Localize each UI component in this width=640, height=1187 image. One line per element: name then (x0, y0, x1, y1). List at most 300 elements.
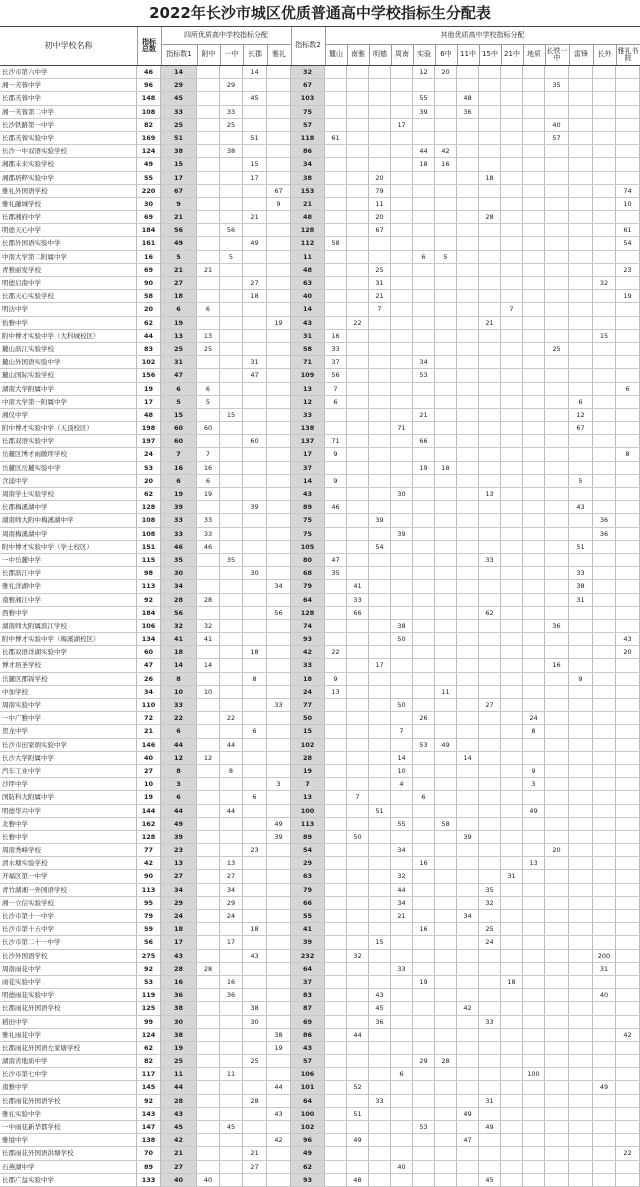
school-name-cell: 麓山滨江实验学校 (0, 343, 137, 355)
fuzhong-cell (197, 739, 220, 751)
zhounan-cell (391, 106, 413, 118)
dizhi-cell (523, 910, 545, 922)
mingde-cell: 33 (369, 1095, 391, 1107)
changtie-cell (545, 303, 569, 315)
changtie-cell (545, 1055, 569, 1067)
leifeng-cell (569, 303, 593, 315)
quota1-cell: 27 (161, 277, 197, 289)
yizhong-cell (220, 725, 243, 737)
yali-cell: 9 (267, 198, 291, 210)
leifeng-cell (569, 1081, 593, 1093)
dizhi-cell (523, 277, 545, 289)
mingde-cell (369, 462, 391, 474)
dizhi-cell (523, 923, 545, 935)
zhounan-cell (391, 66, 413, 78)
total-cell: 62 (137, 317, 161, 329)
dizhi-cell (523, 1147, 545, 1159)
quota1-cell: 30 (161, 1016, 197, 1028)
changjun-cell (243, 963, 267, 975)
changwai-cell (593, 369, 616, 381)
yali-cell (267, 92, 291, 104)
yali-shuyuan-cell (616, 1068, 640, 1080)
changtie-cell: 36 (545, 620, 569, 632)
changjun-cell: 27 (243, 277, 267, 289)
shiyan-cell (413, 330, 435, 342)
shiyan-cell (413, 607, 435, 619)
changjun-cell: 18 (243, 646, 267, 658)
fuzhong-cell: 7 (197, 448, 220, 460)
table-row (0, 791, 640, 804)
lushan-cell: 56 (325, 369, 347, 381)
quota1-cell: 12 (161, 752, 197, 764)
changwai-cell: 40 (593, 989, 616, 1001)
changwai-cell (593, 396, 616, 408)
quota1-cell: 44 (161, 739, 197, 751)
changwai-cell (593, 356, 616, 368)
6zhong-cell (435, 1121, 457, 1133)
quota2-cell: 89 (291, 501, 325, 513)
changtie-cell (545, 923, 569, 935)
11zhong-cell (457, 857, 479, 869)
yizhong-cell: 44 (220, 739, 243, 751)
zhounan-cell (391, 462, 413, 474)
11zhong-cell: 34 (457, 910, 479, 922)
21zhong-cell (501, 1055, 523, 1067)
21zhong-cell (501, 501, 523, 513)
yizhong-cell: 56 (220, 224, 243, 236)
shiyan-cell: 21 (413, 409, 435, 421)
changtie-cell (545, 448, 569, 460)
quota2-cell: 32 (291, 66, 325, 78)
changjun-cell (243, 1042, 267, 1054)
changtie-cell (545, 725, 569, 737)
table-row (0, 172, 640, 185)
nanya-cell (347, 343, 369, 355)
yali-cell: 49 (267, 818, 291, 830)
quota1-cell: 9 (161, 198, 197, 210)
lushan-cell (325, 1081, 347, 1093)
zhounan-cell: 30 (391, 488, 413, 500)
dizhi-cell (523, 1095, 545, 1107)
quota2-cell: 118 (291, 132, 325, 144)
table-row (0, 462, 640, 475)
changtie-cell (545, 910, 569, 922)
school-name-cell: 中南大学第二附属中学 (0, 251, 137, 263)
leifeng-cell (569, 1016, 593, 1028)
11zhong-cell (457, 778, 479, 790)
shiyan-cell (413, 277, 435, 289)
school-name-cell: 中南大学第一附属中学 (0, 396, 137, 408)
lushan-cell (325, 976, 347, 988)
dizhi-cell (523, 172, 545, 184)
quota1-cell: 28 (161, 1095, 197, 1107)
zhounan-cell (391, 541, 413, 553)
dizhi-cell (523, 356, 545, 368)
15zhong-cell (479, 659, 501, 671)
11zhong-cell (457, 633, 479, 645)
shiyan-cell (413, 633, 435, 645)
table-row (0, 303, 640, 316)
mingde-cell (369, 752, 391, 764)
changtie-cell (545, 752, 569, 764)
total-cell: 220 (137, 185, 161, 197)
dizhi-header: 地质 (527, 50, 541, 59)
6zhong-cell: 20 (435, 66, 457, 78)
changtie-cell (545, 1095, 569, 1107)
dizhi-cell (523, 303, 545, 315)
yali-cell: 38 (267, 1029, 291, 1041)
shiyan-cell (413, 343, 435, 355)
yali-cell (267, 501, 291, 513)
yizhong-cell (220, 1134, 243, 1146)
21zhong-cell: 18 (501, 976, 523, 988)
fuzhong-cell (197, 501, 220, 513)
leifeng-cell: 67 (569, 422, 593, 434)
quota1-cell: 33 (161, 699, 197, 711)
nanya-cell (347, 897, 369, 909)
shiyan-cell (413, 488, 435, 500)
fuzhong-cell: 60 (197, 422, 220, 434)
table-row (0, 567, 640, 580)
table-row (0, 356, 640, 369)
shiyan-cell (413, 1134, 435, 1146)
zhounan-cell (391, 264, 413, 276)
nanya-cell (347, 739, 369, 751)
lushan-cell (325, 844, 347, 856)
changwai-cell: 32 (593, 277, 616, 289)
leifeng-cell (569, 844, 593, 856)
yali-shuyuan-cell (616, 963, 640, 975)
6zhong-cell (435, 659, 457, 671)
shiyan-cell (413, 580, 435, 592)
zhounan-cell (391, 646, 413, 658)
total-cell: 59 (137, 923, 161, 935)
leifeng-cell (569, 172, 593, 184)
zhounan-cell (391, 383, 413, 395)
yali-cell (267, 897, 291, 909)
table-row (0, 884, 640, 897)
total-cell: 70 (137, 1147, 161, 1159)
15zhong-cell: 18 (479, 172, 501, 184)
table-row (0, 383, 640, 396)
11zhong-cell (457, 251, 479, 263)
quota2-cell: 68 (291, 567, 325, 579)
changtie-cell (545, 567, 569, 579)
6zhong-cell (435, 528, 457, 540)
lushan-cell (325, 145, 347, 157)
changwai-cell (593, 488, 616, 500)
leifeng-cell (569, 818, 593, 830)
changtie-cell (545, 528, 569, 540)
15zhong-cell (479, 422, 501, 434)
21zhong-cell (501, 673, 523, 685)
yali-cell (267, 989, 291, 1001)
fuzhong-cell (197, 1068, 220, 1080)
yizhong-cell (220, 422, 243, 434)
total-cell: 55 (137, 172, 161, 184)
table-row (0, 396, 640, 409)
shiyan-cell (413, 1002, 435, 1014)
changwai-cell (593, 1002, 616, 1014)
yali-cell (267, 659, 291, 671)
leifeng-cell (569, 211, 593, 223)
table-row (0, 435, 640, 448)
mingde-cell (369, 383, 391, 395)
quota1-cell: 39 (161, 501, 197, 513)
yali-shuyuan-cell (616, 884, 640, 896)
zhounan-cell (391, 673, 413, 685)
zhounan-cell (391, 369, 413, 381)
zhounan-cell (391, 185, 413, 197)
6zhong-cell (435, 725, 457, 737)
fuzhong-cell: 33 (197, 514, 220, 526)
total-cell: 113 (137, 884, 161, 896)
leifeng-cell (569, 1002, 593, 1014)
other-schools-group-header: 其他优质高中学校指标分配 (325, 27, 640, 45)
leifeng-cell: 5 (569, 475, 593, 487)
shiyan-cell (413, 963, 435, 975)
school-name-cell: 长沙市田家炳实验中学 (0, 739, 137, 751)
zhounan-cell (391, 409, 413, 421)
changwai-cell (593, 264, 616, 276)
shiyan-cell: 55 (413, 92, 435, 104)
fuzhong-cell: 28 (197, 594, 220, 606)
school-name-cell: 岳麓区郡锦学校 (0, 673, 137, 685)
shiyan-cell (413, 884, 435, 896)
fuzhong-cell (197, 1029, 220, 1041)
dizhi-cell (523, 1042, 545, 1054)
11zhong-cell (457, 185, 479, 197)
changtie-cell: 16 (545, 659, 569, 671)
yali-shuyuan-cell (616, 369, 640, 381)
fuzhong-cell (197, 950, 220, 962)
dizhi-cell (523, 844, 545, 856)
school-name-cell: 长郡芙蓉实验中学 (0, 132, 137, 144)
quota2-cell: 50 (291, 712, 325, 724)
shiyan-cell (413, 1108, 435, 1120)
changjun-cell (243, 765, 267, 777)
dizhi-cell (523, 501, 545, 513)
changwai-cell (593, 409, 616, 421)
shiyan-cell (413, 1029, 435, 1041)
dizhi-cell (523, 791, 545, 803)
21zhong-cell (501, 963, 523, 975)
yali-cell (267, 66, 291, 78)
fuzhong-cell (197, 831, 220, 843)
changtie-cell (545, 435, 569, 447)
mingde-cell (369, 369, 391, 381)
6zhong-cell (435, 712, 457, 724)
6zhong-cell (435, 185, 457, 197)
nanya-cell (347, 554, 369, 566)
11zhong-cell (457, 501, 479, 513)
yali-shuyuan-cell: 19 (616, 290, 640, 302)
quota2-cell: 106 (291, 1068, 325, 1080)
dizhi-cell (523, 633, 545, 645)
dizhi-cell (523, 383, 545, 395)
fuzhong-cell: 19 (197, 488, 220, 500)
dizhi-cell (523, 369, 545, 381)
quota2-cell: 69 (291, 1016, 325, 1028)
21zhong-cell (501, 172, 523, 184)
shiyan-cell (413, 514, 435, 526)
changjun-cell (243, 198, 267, 210)
nanya-cell (347, 277, 369, 289)
mingde-cell (369, 343, 391, 355)
quota2-cell: 75 (291, 106, 325, 118)
page-title: 2022年长沙市城区优质普通高中学校指标生分配表 (149, 4, 491, 22)
lushan-cell (325, 712, 347, 724)
lushan-cell (325, 897, 347, 909)
changtie-cell (545, 106, 569, 118)
total-cell: 99 (137, 1016, 161, 1028)
lushan-cell (325, 620, 347, 632)
changtie-cell (545, 857, 569, 869)
yali-cell (267, 791, 291, 803)
quota1-cell: 27 (161, 870, 197, 882)
6zhong-cell (435, 752, 457, 764)
6zhong-header: 6中 (440, 50, 452, 59)
quota1-cell: 36 (161, 989, 197, 1001)
6zhong-cell: 49 (435, 739, 457, 751)
mingde-cell (369, 765, 391, 777)
21zhong-cell (501, 712, 523, 724)
changjun-cell: 17 (243, 172, 267, 184)
quota1-cell: 47 (161, 369, 197, 381)
mingde-cell (369, 158, 391, 170)
leifeng-cell (569, 224, 593, 236)
table-row (0, 1134, 640, 1147)
table-row (0, 831, 640, 844)
yali-shuyuan-cell (616, 712, 640, 724)
changwai-cell (593, 1147, 616, 1159)
total-cell: 98 (137, 567, 161, 579)
yizhong-cell (220, 264, 243, 276)
dizhi-cell (523, 237, 545, 249)
dizhi-cell (523, 290, 545, 302)
changjun-cell: 28 (243, 1095, 267, 1107)
yali-cell (267, 435, 291, 447)
6zhong-cell (435, 989, 457, 1001)
changjun-cell (243, 224, 267, 236)
table-row (0, 1108, 640, 1121)
nanya-cell (347, 369, 369, 381)
quota2-cell: 13 (291, 791, 325, 803)
leifeng-cell (569, 488, 593, 500)
15zhong-cell: 21 (479, 317, 501, 329)
school-name-cell: 长沙市第十五中学 (0, 923, 137, 935)
total-cell: 108 (137, 514, 161, 526)
table-row (0, 237, 640, 250)
fuzhong-cell (197, 106, 220, 118)
school-name-cell: 国防科大附属中学 (0, 791, 137, 803)
quota2-cell: 103 (291, 92, 325, 104)
changwai-cell (593, 620, 616, 632)
yali-shuyuan-header: 雅礼书院 (617, 46, 639, 62)
yali-shuyuan-cell (616, 739, 640, 751)
yali-cell (267, 488, 291, 500)
shiyan-cell: 19 (413, 976, 435, 988)
quota2-cell: 24 (291, 686, 325, 698)
yali-shuyuan-cell (616, 620, 640, 632)
yizhong-cell (220, 92, 243, 104)
yali-shuyuan-cell (616, 1174, 640, 1186)
yali-shuyuan-cell (616, 158, 640, 170)
changtie-cell (545, 172, 569, 184)
quota1-cell: 33 (161, 514, 197, 526)
zhounan-cell (391, 567, 413, 579)
zhounan-cell (391, 936, 413, 948)
11zhong-cell (457, 554, 479, 566)
changjun-cell (243, 448, 267, 460)
leifeng-cell (569, 633, 593, 645)
nanya-cell (347, 501, 369, 513)
quota1-cell: 56 (161, 224, 197, 236)
nanya-cell (347, 699, 369, 711)
15zhong-cell (479, 290, 501, 302)
changtie-cell (545, 158, 569, 170)
total-cell: 46 (137, 66, 161, 78)
changjun-cell (243, 343, 267, 355)
school-name-cell: 雅礼洋湖中学 (0, 580, 137, 592)
nanya-cell (347, 989, 369, 1001)
leifeng-cell: 43 (569, 501, 593, 513)
table-row (0, 897, 640, 910)
15zhong-cell: 33 (479, 1016, 501, 1028)
quota1-cell: 49 (161, 818, 197, 830)
total-cell: 20 (137, 475, 161, 487)
dizhi-cell (523, 739, 545, 751)
yizhong-cell: 17 (220, 936, 243, 948)
changtie-cell (545, 673, 569, 685)
changjun-cell: 21 (243, 1147, 267, 1159)
changtie-cell (545, 633, 569, 645)
quota2-cell: 31 (291, 330, 325, 342)
6zhong-cell (435, 699, 457, 711)
total-header: 指标总数 (142, 37, 156, 53)
6zhong-cell (435, 514, 457, 526)
shiyan-cell (413, 303, 435, 315)
changtie-cell (545, 145, 569, 157)
leifeng-cell (569, 317, 593, 329)
yali-shuyuan-cell (616, 396, 640, 408)
table-row (0, 1147, 640, 1160)
21zhong-cell (501, 646, 523, 658)
nanya-cell (347, 528, 369, 540)
21zhong-cell (501, 185, 523, 197)
quota1-cell: 60 (161, 422, 197, 434)
changjun-cell (243, 712, 267, 724)
yizhong-cell (220, 633, 243, 645)
changjun-cell (243, 607, 267, 619)
yali-shuyuan-cell: 23 (616, 264, 640, 276)
quota2-cell: 42 (291, 646, 325, 658)
21zhong-cell (501, 1134, 523, 1146)
fuzhong-cell (197, 435, 220, 447)
zhounan-cell (391, 211, 413, 223)
zhounan-cell: 44 (391, 884, 413, 896)
quota1-cell: 33 (161, 106, 197, 118)
zhounan-cell (391, 1095, 413, 1107)
changwai-cell (593, 1174, 616, 1186)
yizhong-cell (220, 950, 243, 962)
nanya-cell (347, 1042, 369, 1054)
6zhong-cell (435, 950, 457, 962)
mingde-cell (369, 448, 391, 460)
leifeng-cell (569, 79, 593, 91)
changtie-cell (545, 607, 569, 619)
changtie-cell (545, 92, 569, 104)
